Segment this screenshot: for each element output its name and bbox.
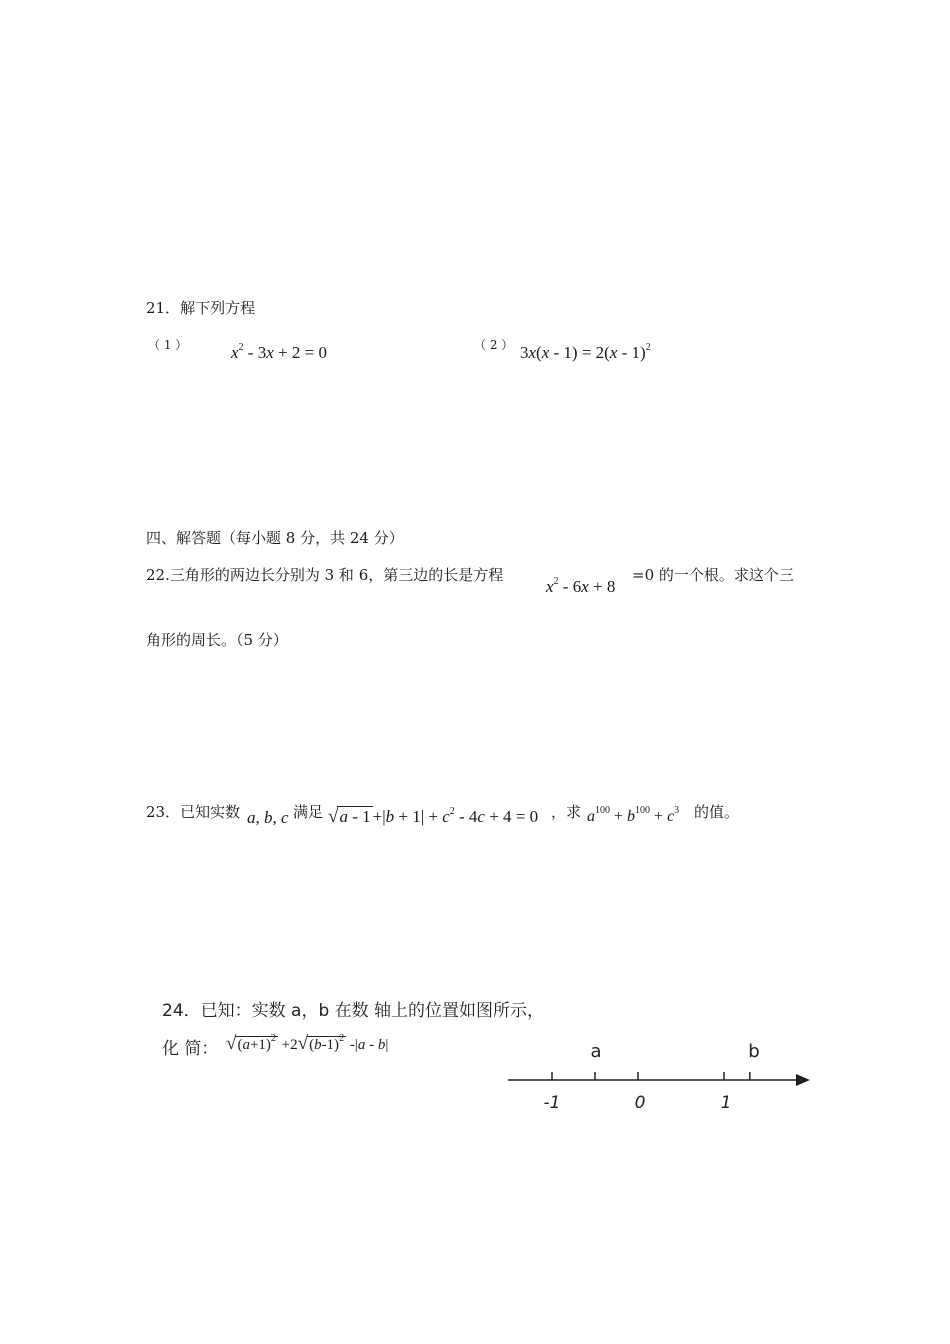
q21-part1-label: （ 1 ） [148,338,188,352]
tick-label-neg1: -1 [543,1093,561,1113]
number-line-arrow [796,1074,810,1086]
q24-line2-label: 化 简： [162,1039,219,1059]
q24-line1: 24．已知：实数 a，b 在数 轴上的位置如图所示， [162,1001,545,1021]
q21-part1-equation: $x^2 - 3x + 2 = 0$ [231,342,327,362]
q22-text-b: =0 的一个根。求这个三 [632,566,794,584]
q22-equation: $x^2 - 6x + 8$ [546,576,616,596]
section4-title: 四、解答题（每小题 8 分，共 24 分） [146,529,404,547]
point-label-a: a [590,1041,602,1062]
q21-part2-equation: 3x(x - 1) = 2(x - 1)$^2$ [520,342,651,362]
tick-label-0: 0 [634,1093,646,1113]
q23-expression: $a^{100} + b^{100} + c^3$ [587,805,680,825]
q23-text-d: 的值。 [694,803,740,821]
q22-text-a: 22.三角形的两边长分别为 3 和 6，第三边的长是方程 [146,566,504,584]
q24-expression: $√(a+1)^2 +2√(b-1)^2$ -|a - b| [226,1033,389,1054]
number-line-figure [490,1030,820,1120]
q23-equation: $√a - 1 +|b + 1| + c^2 - 4c + 4 = 0$ [328,806,539,827]
q21-title: 21．解下列方程 [146,299,256,317]
point-label-b: b [748,1041,760,1062]
q23-text-a: 23．已知实数 [146,803,241,821]
q22-text-c: 角形的周长。（5 分） [146,631,288,649]
q23-variables: a, b, c [247,808,289,827]
q21-part2-label: （ 2 ） [474,338,514,352]
q23-text-b: 满足 [293,803,324,821]
q23-text-c: ，求 [551,803,582,821]
tick-label-1: 1 [720,1093,732,1113]
